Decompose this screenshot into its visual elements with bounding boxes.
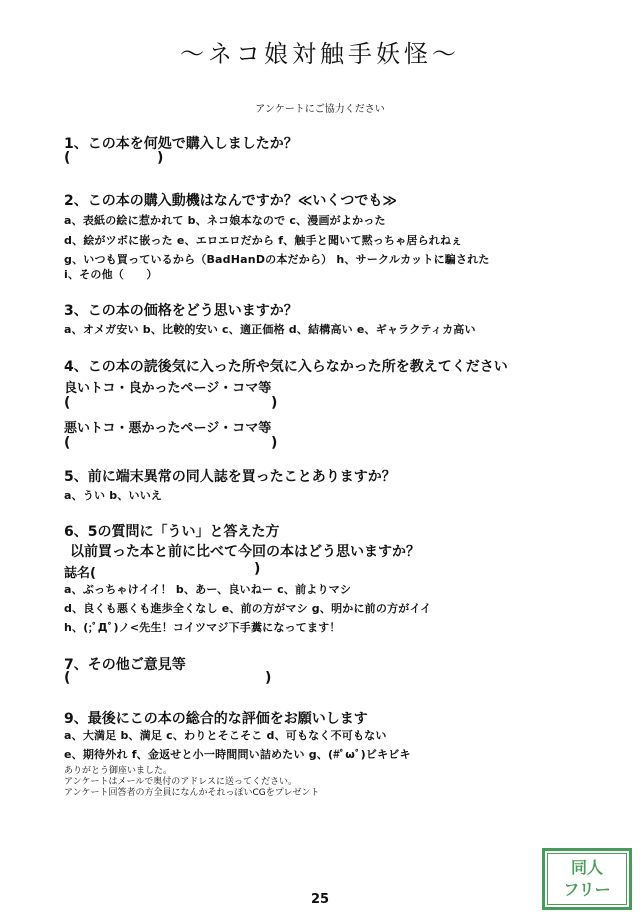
answer-blank-7-open: (	[64, 670, 71, 686]
answer-blank-4-bad-open: (	[64, 435, 71, 451]
question-4-bad-label: 悪いトコ・悪かったページ・コマ等	[64, 421, 272, 436]
question-1: 1、この本を何処で購入しましたか？	[64, 136, 298, 152]
answer-blank-7-close: )	[265, 670, 272, 686]
footer-note: アンケート回答者の方全員になんかそれっぽいCGをプレゼント	[64, 788, 320, 798]
question-6: 6、5の質問に「うい」と答えた方	[64, 524, 280, 540]
page-title: 〜ネコ娘対触手妖怪〜	[180, 40, 460, 68]
stamp-text-top: 同人	[570, 858, 603, 877]
answer-blank-4-bad-close: )	[271, 435, 278, 451]
question-9-option-line: e、期待外れ f、金返せと小一時間問い詰めたい g、(#ﾟωﾟ)ビキビキ	[64, 748, 411, 761]
question-4: 4、この本の読後気に入った所や気に入らなかった所を教えてください	[64, 359, 508, 375]
question-9: 9、最後にこの本の総合的な評価をお願いします	[64, 711, 368, 727]
question-2: 2、この本の購入動機はなんですか？≪いくつでも≫	[64, 193, 398, 209]
question-5-option-line: a、うい b、いいえ	[64, 489, 163, 502]
question-6-option-line: a、ぶっちゃけイイ！ b、あー、良いねー c、前よりマシ	[64, 583, 352, 596]
footer-note: ありがとう御座いました。	[64, 766, 173, 776]
question-6-magazine-label: 誌名(	[64, 566, 96, 581]
answer-blank-1-open: (	[64, 150, 71, 166]
answer-blank-4-good-open: (	[64, 395, 71, 411]
question-2-option-line: d、絵がツボに嵌った e、エロエロだから f、触手と聞いて黙っちゃ居られねぇ	[64, 234, 463, 247]
question-2-option-line: g、いつも買っているから（BadHanDの本だから） h、サークルカットに騙された	[64, 253, 490, 266]
question-6-option-line: h、(;ﾟДﾟ)ノ<先生！コイツマジ下手糞になってます！	[64, 621, 341, 634]
answer-blank-6-close: )	[254, 561, 261, 577]
question-9-option-line: a、大満足 b、満足 c、わりとそこそこ d、可もなく不可もない	[64, 729, 387, 742]
question-7: 7、その他ご意見等	[64, 657, 186, 673]
stamp-text-bottom: フリー	[563, 880, 611, 899]
footer-note: アンケートはメールで奥付のアドレスに送ってください。	[64, 777, 298, 787]
question-5: 5、前に端末異常の同人誌を買ったことありますか？	[64, 469, 396, 485]
question-6-subquestion: 以前買った本と前に比べて今回の本はどう思いますか？	[70, 544, 420, 560]
answer-blank-1-close: )	[157, 150, 164, 166]
question-6-option-line: d、良くも悪くも進歩全くなし e、前の方がマシ g、明かに前の方がイイ	[64, 602, 432, 615]
question-3-option-line: a、オメガ安い b、比較的安い c、適正価格 d、結構高い e、ギャラクティカ高い	[64, 323, 476, 336]
question-2-option-line: a、表紙の絵に惹かれて b、ネコ娘本なので c、漫画がよかった	[64, 214, 386, 227]
answer-blank-4-good-close: )	[271, 395, 278, 411]
question-4-good-label: 良いトコ・良かったページ・コマ等	[64, 381, 272, 396]
question-2-option-line: i、その他（ ）	[64, 268, 158, 281]
page-number: 25	[310, 892, 330, 907]
survey-subtitle: アンケートにご協力ください	[255, 104, 385, 115]
question-3: 3、この本の価格をどう思いますか？	[64, 303, 298, 319]
